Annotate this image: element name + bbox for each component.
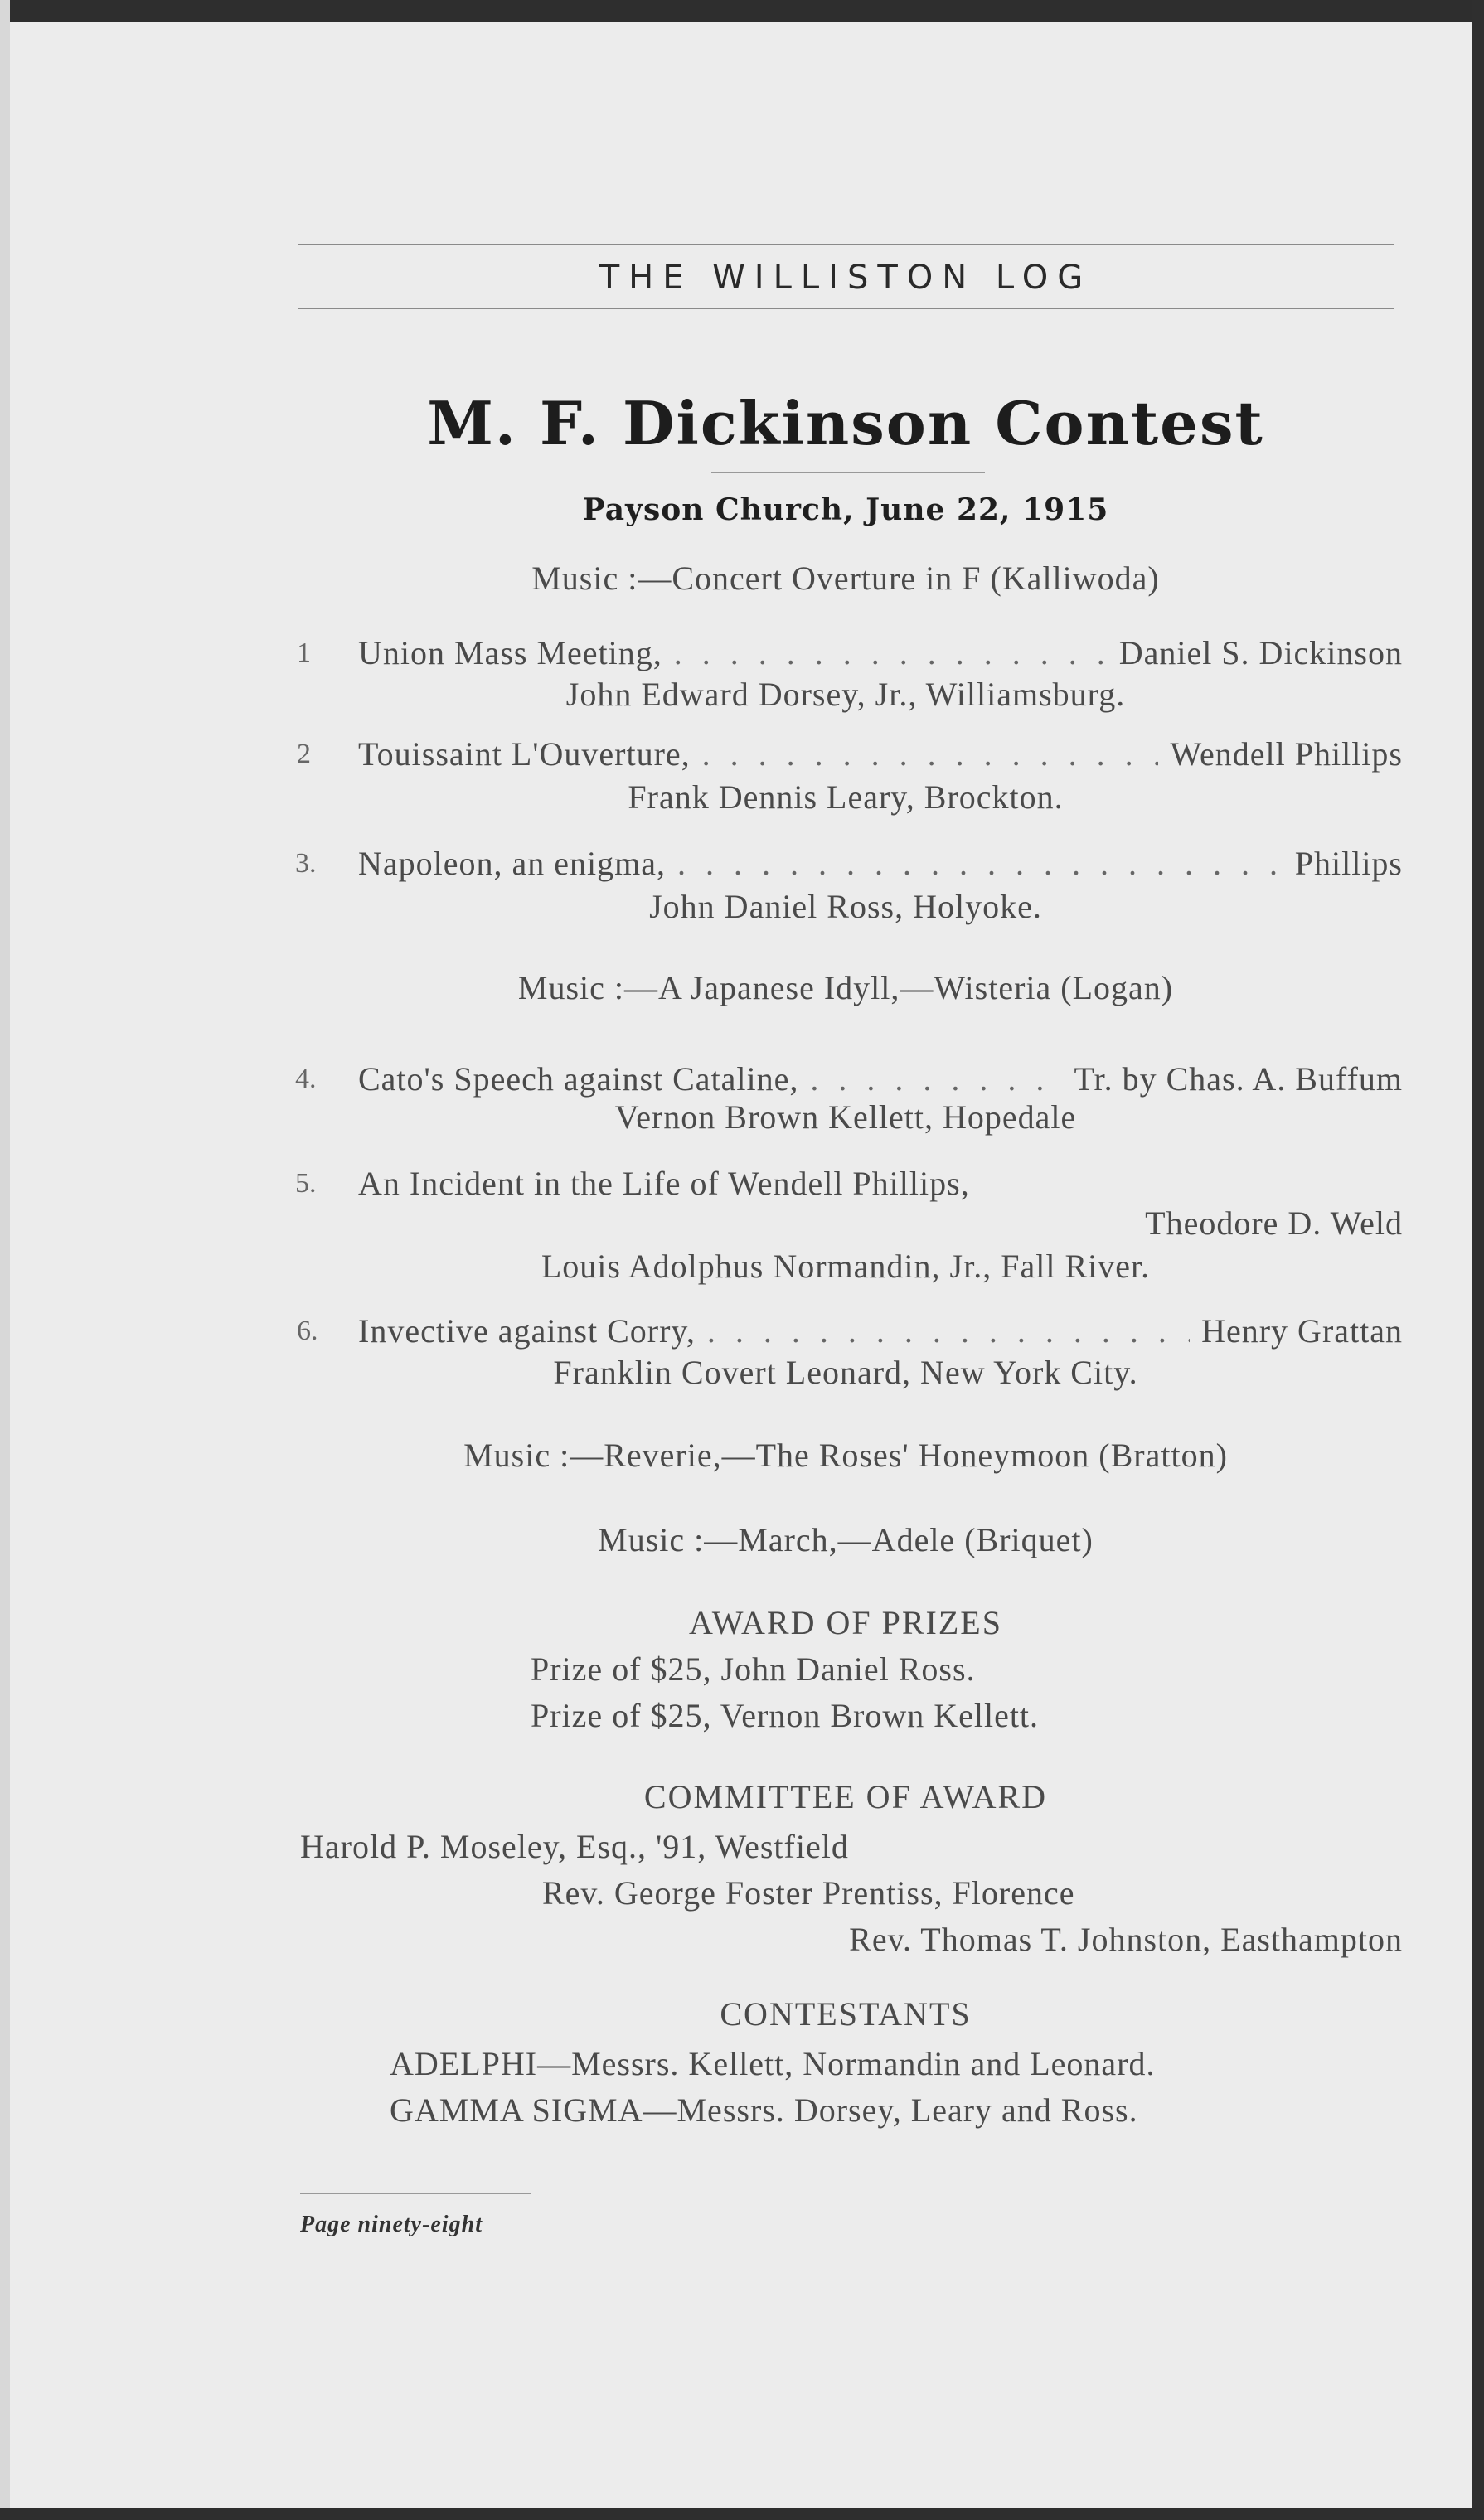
program-item	[358, 1311, 1403, 1351]
item-speaker: John Daniel Ross, Holyoke.	[649, 888, 1042, 925]
item-number: 4.	[295, 1064, 317, 1094]
item-number: 3.	[295, 848, 317, 879]
item-title: Touissaint L'Ouverture,	[358, 735, 691, 773]
prize-line: Prize of $25, Vernon Brown Kellett.	[531, 1697, 1040, 1734]
awards-heading: AWARD OF PRIZES	[689, 1604, 1002, 1641]
dot-leader	[707, 1311, 1190, 1351]
scan-border-right	[1472, 0, 1484, 2520]
program-item	[358, 633, 1403, 673]
footer-rule	[300, 2193, 531, 2194]
item-number: 1	[297, 637, 311, 668]
music-line: Music :—March,—Adele (Briquet)	[598, 1521, 1094, 1558]
item-number: 5.	[295, 1168, 317, 1199]
scan-border-top	[0, 0, 1484, 22]
item-title: An Incident in the Life of Wendell Phillips,	[358, 1165, 970, 1202]
event-subtitle: Payson Church, June 22, 1915	[582, 492, 1109, 527]
contestants-heading: CONTESTANTS	[720, 1995, 972, 2033]
page-title: M. F. Dickinson Contest	[427, 388, 1264, 458]
dot-leader	[674, 633, 1108, 673]
contestant-line: GAMMA SIGMA—Messrs. Dorsey, Leary and Ross.	[390, 2091, 1138, 2129]
committee-heading: COMMITTEE OF AWARD	[643, 1778, 1048, 1815]
scan-border-bottom	[0, 2508, 1484, 2520]
item-number: 2	[297, 739, 311, 769]
item-speaker: Vernon Brown Kellett, Hopedale	[614, 1098, 1077, 1136]
music-line: Music :—Concert Overture in F (Kalliwoda)	[531, 560, 1160, 597]
item-title: Cato's Speech against Cataline,	[358, 1060, 799, 1098]
committee-member: Rev. Thomas T. Johnston, Easthampton	[849, 1921, 1403, 1958]
item-author: Theodore D. Weld	[1145, 1204, 1403, 1242]
dot-leader	[677, 844, 1283, 884]
item-author: Wendell Phillips	[1170, 735, 1403, 773]
item-author: Phillips	[1294, 845, 1403, 882]
dot-leader	[702, 734, 1159, 774]
program-item	[358, 734, 1403, 774]
scan-border-left	[0, 0, 10, 2520]
prize-line: Prize of $25, John Daniel Ross.	[531, 1650, 976, 1688]
program-item	[358, 844, 1403, 884]
title-divider	[711, 472, 985, 473]
committee-member: Harold P. Moseley, Esq., '91, Westfield	[300, 1828, 849, 1865]
item-speaker: Louis Adolphus Normandin, Jr., Fall River.	[541, 1248, 1151, 1285]
item-author: Henry Grattan	[1201, 1312, 1403, 1350]
music-line: Music :—Reverie,—The Roses' Honeymoon (Bratton)	[463, 1437, 1228, 1474]
item-title: Napoleon, an enigma,	[358, 845, 666, 882]
item-speaker: John Edward Dorsey, Jr., Williamsburg.	[565, 676, 1126, 713]
music-line: Music :—A Japanese Idyll,—Wisteria (Logan)	[517, 969, 1174, 1006]
page-number-footer: Page ninety-eight	[300, 2212, 483, 2237]
committee-member: Rev. George Foster Prentiss, Florence	[542, 1874, 1075, 1912]
header-rule-top	[298, 244, 1394, 245]
item-title: Union Mass Meeting,	[358, 634, 662, 671]
item-title: Invective against Corry,	[358, 1312, 696, 1350]
dot-leader	[810, 1059, 1062, 1099]
item-speaker: Franklin Covert Leonard, New York City.	[553, 1354, 1138, 1391]
item-author: Daniel S. Dickinson	[1118, 634, 1403, 671]
contestant-line: ADELPHI—Messrs. Kellett, Normandin and Leonard.	[390, 2045, 1156, 2082]
item-number: 6.	[297, 1316, 318, 1346]
item-speaker: Frank Dennis Leary, Brockton.	[628, 778, 1064, 816]
program-item	[358, 1059, 1403, 1099]
item-author: Tr. by Chas. A. Buffum	[1074, 1060, 1403, 1098]
running-head: THE WILLISTON LOG	[599, 259, 1093, 297]
header-rule-bottom	[298, 308, 1394, 309]
